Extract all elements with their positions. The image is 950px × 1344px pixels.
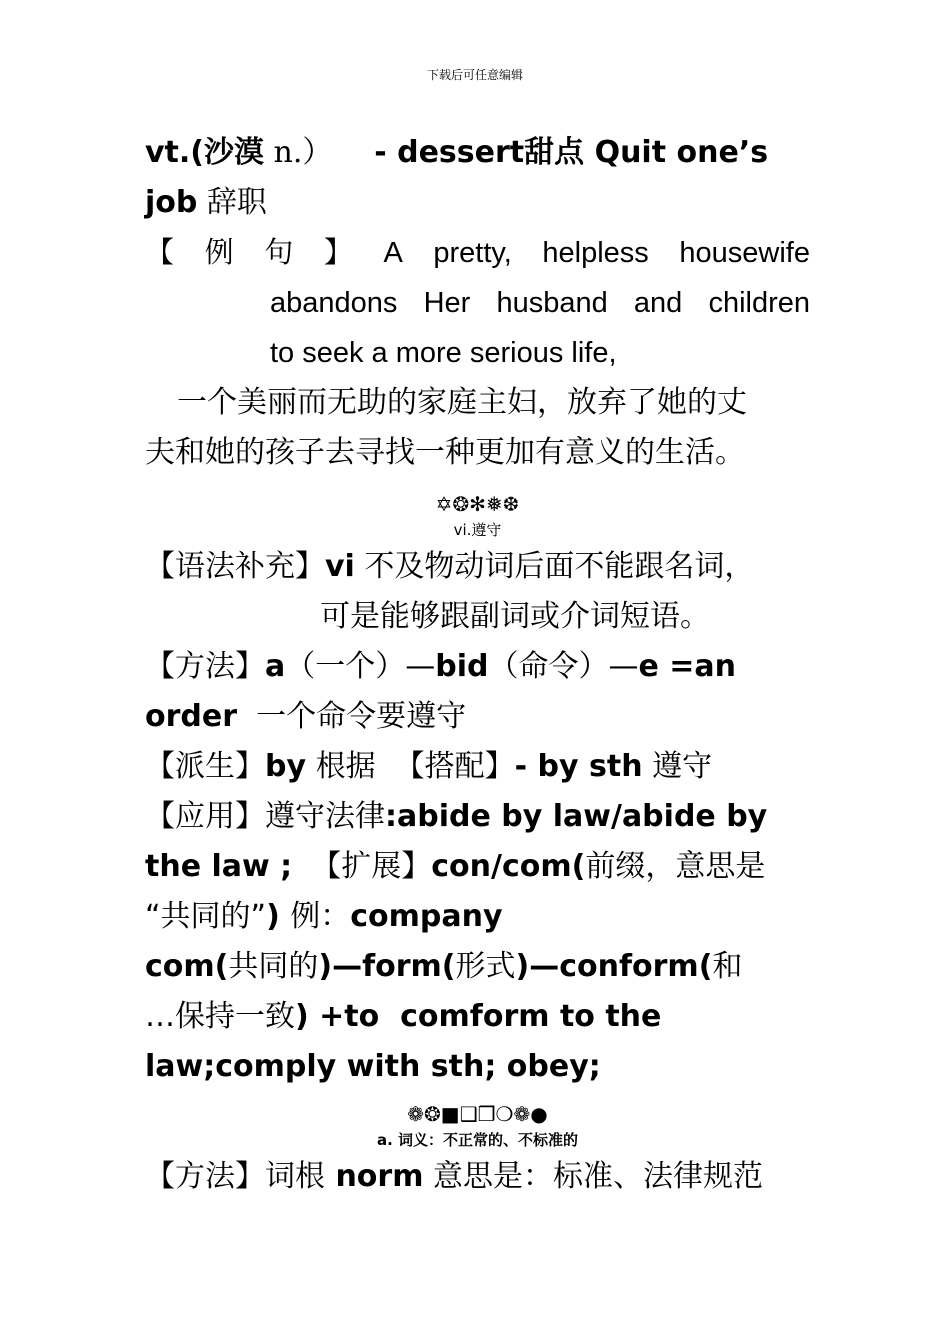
application-line-1: 【应用】遵守法律:abide by law/abide by — [145, 799, 768, 834]
application-line-6: law;comply with sth; obey; — [145, 1049, 601, 1084]
derivation-line: 【派生】by 根据 【搭配】- by sth 遵守 — [145, 749, 713, 784]
symbol-row-1: ✡❂✻❅❆ — [435, 492, 520, 516]
example-sentence-line-3: to seek a more serious life, — [270, 337, 617, 369]
translation-line-2: 夫和她的孩子去寻找一种更加有意义的生活。 — [145, 435, 745, 470]
translation-line-1: 一个美丽而无助的家庭主妇，放弃了她的丈 — [177, 385, 747, 420]
line-vocab-2: job 辞职 — [145, 185, 267, 220]
grammar-note-line-1: 【语法补充】vi 不及物动词后面不能跟名词， — [145, 549, 755, 584]
method-line-1: 【方法】a（一个）—bid（命令）—e =an — [145, 649, 737, 684]
page-header: 下载后可任意编辑 — [426, 68, 523, 82]
example-sentence-line-1: 【 例 句 】 A pretty, helpless housewife — [145, 237, 810, 269]
application-line-2: the law ; 【扩展】con/com(前缀，意思是 — [145, 849, 766, 884]
line-vocab-1: vt.(沙漠 n.） - dessert甜点 Quit one’s — [145, 135, 769, 170]
application-line-4: com(共同的)—form(形式)—conform(和 — [145, 949, 743, 984]
method-norm-line: 【方法】词根 norm 意思是：标准、法律规范 — [145, 1159, 764, 1194]
caption-definition: a. 词义：不正常的、不标准的 — [376, 1131, 579, 1149]
method-line-2: order 一个命令要遵守 — [145, 699, 467, 734]
application-line-3: “共同的”) 例：company — [145, 899, 503, 934]
example-sentence-line-2: abandons Her husband and children — [270, 287, 810, 319]
symbol-row-2: ❁❂■❑❒❍❁● — [407, 1102, 548, 1126]
grammar-note-line-2: 可是能够跟副词或介词短语。 — [320, 599, 710, 634]
document-body — [145, 128, 810, 1202]
caption-vi: vi.遵守 — [453, 521, 502, 539]
application-line-5: …保持一致) +to comform to the — [145, 999, 662, 1034]
